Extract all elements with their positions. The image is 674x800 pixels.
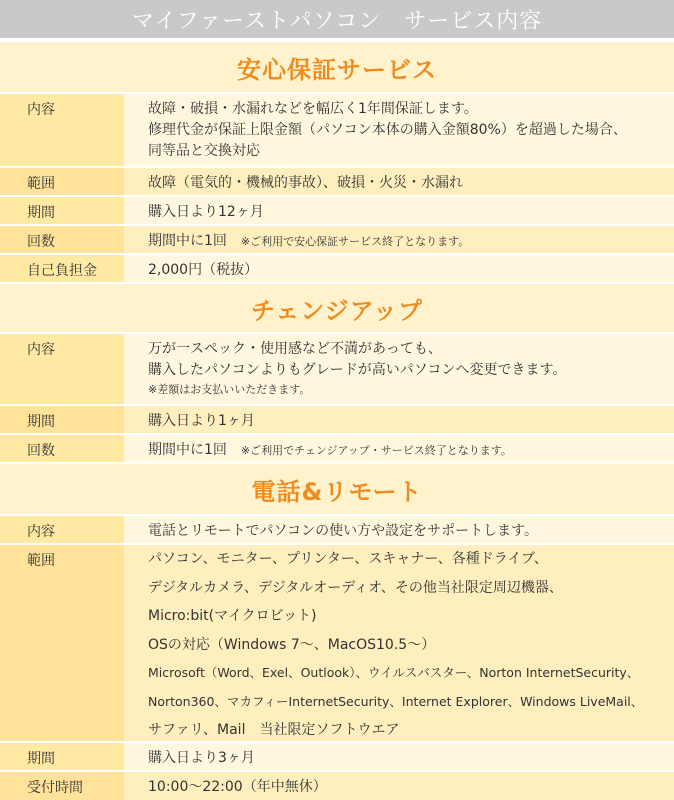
table-row [0, 435, 674, 462]
row-value [124, 226, 674, 253]
row-note: ※ご利用でチェンジアップ・サービス終了となります。 [240, 444, 512, 457]
value-text: 期間中に1回 [148, 442, 227, 458]
value-line: パソコン、モニター、プリンター、スキャナー、各種ドライブ、 [148, 551, 548, 567]
table-row [0, 94, 674, 166]
page-title: マイファーストパソコン サービス内容 [0, 0, 674, 38]
value-line: 修理代金が保証上限金額（パソコン本体の購入金額80%）を超過した場合、 [148, 122, 627, 138]
table-row [0, 545, 674, 741]
row-label: 内容 [0, 94, 124, 166]
row-value [124, 334, 674, 404]
row-value: 2,000円（税抜） [124, 255, 674, 282]
table-row [0, 226, 674, 253]
row-label: 期間 [0, 406, 124, 433]
row-value: 購入日より3ヶ月 [124, 743, 674, 770]
row-value: 電話とリモートでパソコンの使い方や設定をサポートします。 [124, 516, 674, 543]
section-heading-changeup: チェンジアップ [0, 284, 674, 332]
value-line: サファリ、Mail 当社限定ソフトウエア [148, 722, 400, 738]
value-line: OSの対応（Windows 7～、MacOS10.5～） [148, 636, 436, 653]
table-row [0, 743, 674, 770]
row-label: 内容 [0, 334, 124, 404]
table-row [0, 772, 674, 800]
value-line: 故障・破損・水漏れなどを幅広く1年間保証します。 [148, 101, 478, 117]
row-value: 10:00～22:00（年中無休） [124, 772, 674, 800]
value-line: Norton360、マカフィーInternetSecurity、Internet Explorer、Windows LiveMail、 [148, 693, 644, 709]
row-label: 期間 [0, 743, 124, 770]
row-label: 範囲 [0, 168, 124, 195]
row-label: 回数 [0, 435, 124, 462]
value-line: 万が一スペック・使用感など不満があっても、 [148, 341, 442, 357]
row-label: 受付時間 [0, 772, 124, 800]
value-line: Microsoft（Word、Exel、Outlook）、ウイルスバスター、Norton InternetSecurity、 [148, 665, 640, 680]
table-row [0, 516, 674, 543]
row-label: 自己負担金 [0, 255, 124, 282]
row-label: 内容 [0, 516, 124, 543]
value-line: 同等品と交換対応 [148, 143, 260, 159]
table-row [0, 197, 674, 224]
row-value: 購入日より1ヶ月 [124, 406, 674, 433]
table-row [0, 406, 674, 433]
value-line: 購入したパソコンよりもグレードが高いパソコンへ変更できます。 [148, 362, 567, 378]
row-label: 期間 [0, 197, 124, 224]
row-note: ※差額はお支払いいただきます。 [148, 383, 311, 396]
row-value [124, 545, 674, 741]
table-row [0, 168, 674, 195]
section-heading-phone-remote: 電話&リモート [0, 464, 674, 514]
table-row [0, 255, 674, 282]
row-label: 範囲 [0, 545, 124, 741]
value-line: デジタルカメラ、デジタルオーディオ、その他当社限定周辺機器、 [148, 579, 563, 596]
section-heading-anshin: 安心保証サービス [0, 42, 674, 92]
value-line: Micro:bit(マイクロビット) [148, 608, 317, 624]
row-value: 故障（電気的・機械的事故）、破損・火災・水漏れ [124, 168, 674, 195]
row-value [124, 435, 674, 462]
row-label: 回数 [0, 226, 124, 253]
row-value [124, 94, 674, 166]
row-note: ※ご利用で安心保証サービス終了となります。 [240, 235, 470, 248]
value-text: 期間中に1回 [148, 233, 227, 249]
row-value: 購入日より12ヶ月 [124, 197, 674, 224]
table-row [0, 334, 674, 404]
